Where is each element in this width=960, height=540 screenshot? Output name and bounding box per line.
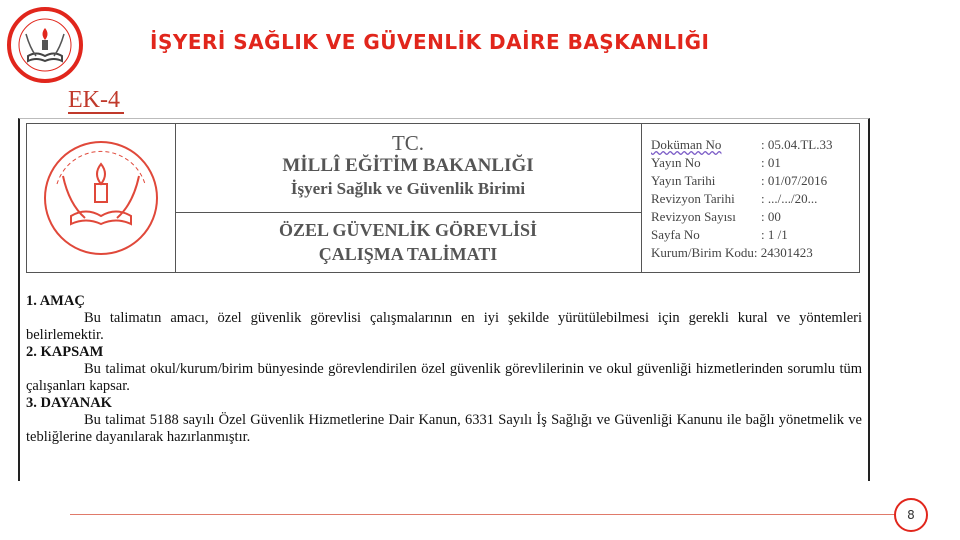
document-header-table (26, 123, 860, 273)
meta-row (651, 172, 859, 190)
document-subject (175, 212, 641, 272)
document-meta-cell (641, 124, 859, 272)
meta-row (651, 190, 859, 208)
document-institution (175, 124, 641, 213)
document-ministry-logo-icon (27, 124, 175, 272)
meta-key: Doküman No (651, 137, 722, 152)
section-title: 2. KAPSAM (26, 344, 104, 360)
meta-row (651, 244, 859, 262)
meta-row (651, 154, 859, 172)
meta-key: Revizyon Sayısı (651, 209, 736, 224)
footer-divider (70, 514, 896, 515)
meta-row (651, 226, 859, 244)
meta-value: 24301423 (760, 245, 813, 260)
page-number-badge (894, 498, 928, 532)
meta-row (651, 208, 859, 226)
document-body (26, 293, 862, 446)
document-title-cell (175, 124, 642, 272)
annex-label: EK-4 (68, 88, 124, 114)
section-text: Bu talimat okul/kurum/birim bünyesinde görevlendirilen özel güvenlik görevlilerinin ve okul güvenliği hizmetlerinden sorumlu tüm çalışanları kapsar. (26, 361, 862, 394)
section-text: Bu talimatın amacı, özel güvenlik görevlisi çalışmalarının en iyi şekilde yürütülebilmesi için gerekli kural ve yöntemleri belirlemektir. (26, 310, 862, 343)
meta-key: Yayın No (651, 155, 701, 170)
section-title: 1. AMAÇ (26, 293, 85, 309)
meta-value: : .../.../20... (761, 191, 818, 206)
meta-row (651, 136, 859, 154)
document-title-line: TC. (391, 131, 425, 155)
meta-key: Revizyon Tarihi (651, 191, 735, 206)
meta-value: : 05.04.TL.33 (761, 137, 833, 152)
meta-value: : 00 (761, 209, 781, 224)
document-title-line: MİLLÎ EĞİTİM BAKANLIĞI (282, 155, 534, 176)
meta-key: Yayın Tarihi (651, 173, 716, 188)
ministry-logo-icon (6, 6, 84, 84)
section-text: Bu talimat 5188 sayılı Özel Güvenlik Hizmetlerine Dair Kanun, 6331 Sayılı İş Sağlığı ve Güvenliği Kanunu ile bağlı yönetmelik ve tebliğlerine dayanılarak hazırlanmıştır. (26, 412, 862, 445)
slide-header-title: İŞYERİ SAĞLIK VE GÜVENLİK DAİRE BAŞKANLIĞI (150, 30, 710, 54)
page-number: 8 (907, 508, 915, 522)
document-subtitle-line: ÇALIŞMA TALİMATI (318, 244, 498, 264)
section-title: 3. DAYANAK (26, 395, 112, 411)
document-scan (18, 118, 870, 481)
meta-value: : 01 (761, 155, 781, 170)
document-logo-cell (27, 124, 176, 272)
document-subtitle-line: ÖZEL GÜVENLİK GÖREVLİSİ (278, 220, 538, 240)
meta-key: Kurum/Birim Kodu: (651, 245, 758, 260)
meta-value: : 1 /1 (761, 227, 788, 242)
document-title-line: İşyeri Sağlık ve Güvenlik Birimi (290, 179, 526, 198)
meta-value: : 01/07/2016 (761, 173, 828, 188)
meta-key: Sayfa No (651, 227, 700, 242)
